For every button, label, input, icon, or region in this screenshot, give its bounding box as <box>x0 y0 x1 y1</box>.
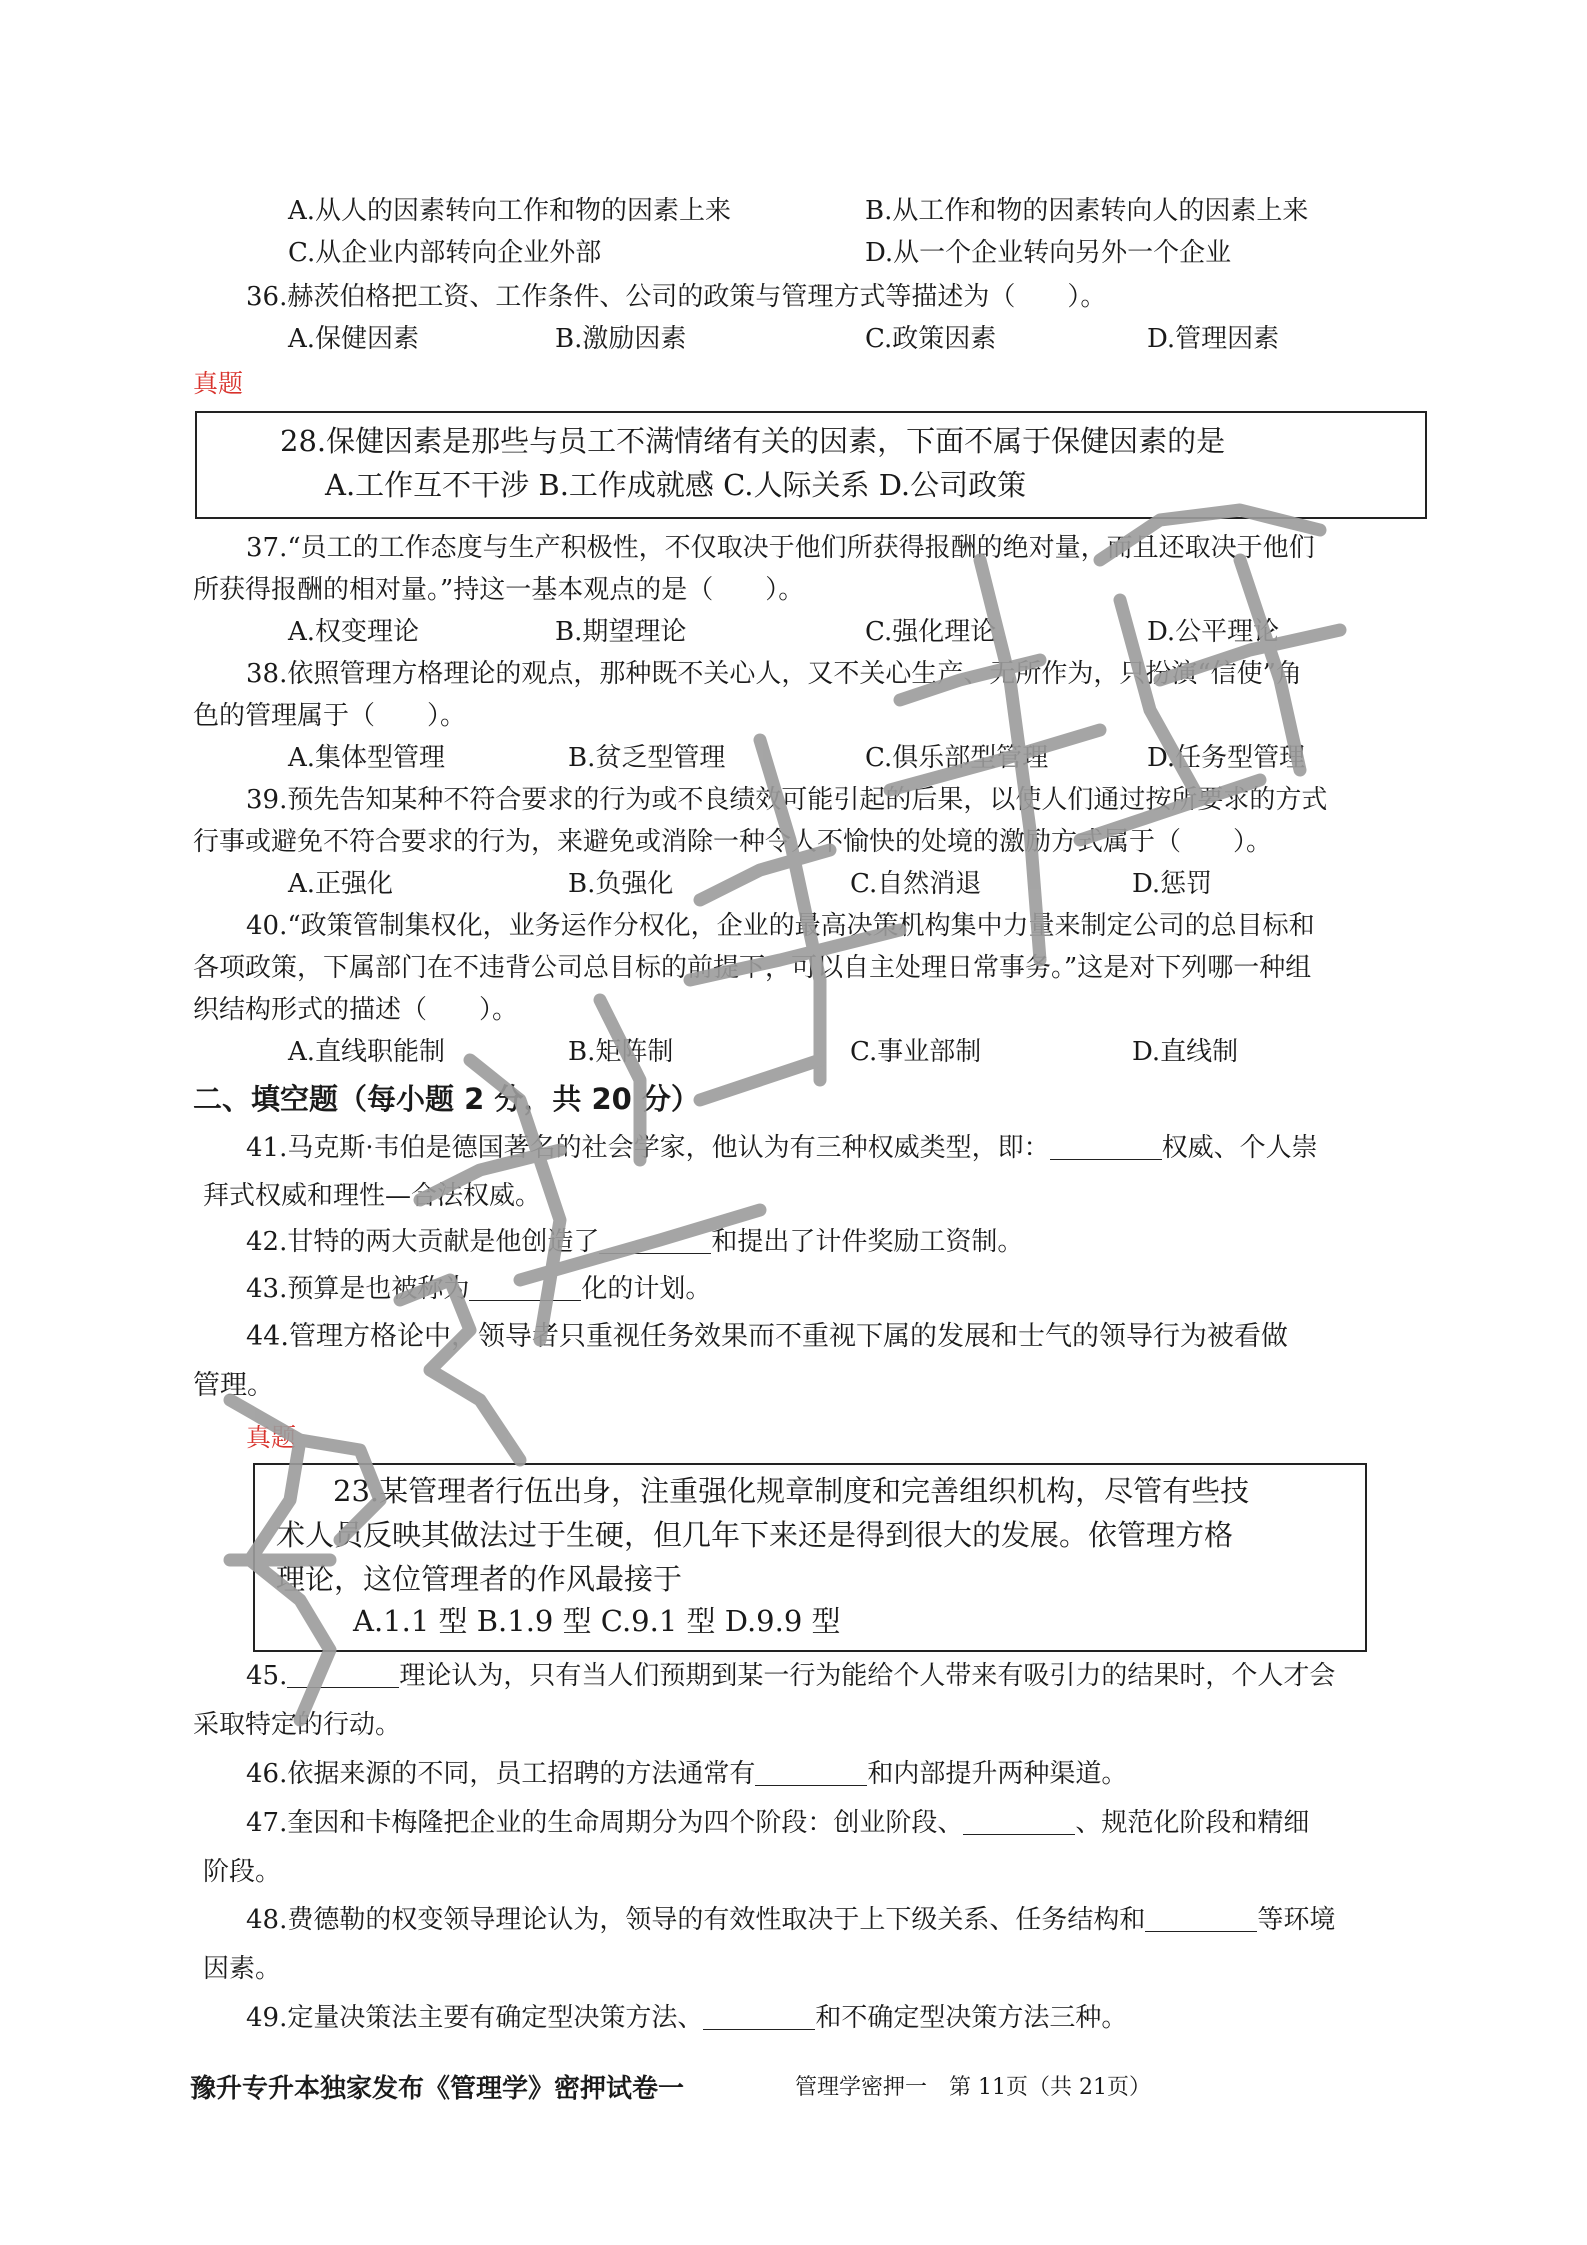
q39-stem-line-1: 39.预先告知某种不符合要求的行为或不良绩效可能引起的后果，以使人们通过按所要求的方式 <box>246 785 1328 815</box>
q37-option-d: D.公平理论 <box>1147 617 1280 647</box>
q37-option-a: A.权变理论 <box>288 617 420 647</box>
q39-option-d: D.惩罚 <box>1132 869 1213 899</box>
q49-line <box>246 2001 1127 2035</box>
q41-text-post: 权威、个人崇 <box>1161 1133 1318 1163</box>
zhenti-label: 真题 <box>246 1423 297 1452</box>
q42-text-pre: 42.甘特的两大贡献是他创造了 <box>246 1227 600 1257</box>
q37-option-c: C.强化理论 <box>865 617 997 647</box>
q36-option-d: D.管理因素 <box>1147 324 1280 354</box>
q38-option-c: C.俱乐部型管理 <box>865 743 1049 773</box>
footer-title: 豫升专升本独家发布《管理学》密押试卷一 <box>190 2074 685 2104</box>
q47-line-2: 阶段。 <box>203 1857 282 1887</box>
answer-blank[interactable] <box>287 1661 399 1688</box>
q35-option-b: B.从工作和物的因素转向人的因素上来 <box>865 196 1309 226</box>
box2-line-3: 理论，这位管理者的作风最接于 <box>276 1562 683 1596</box>
q35-option-a: A.从人的因素转向工作和物的因素上来 <box>288 196 732 226</box>
q48-line-2: 因素。 <box>203 1954 282 1984</box>
q48-text-pre: 48.费德勒的权变领导理论认为，领导的有效性取决于上下级关系、任务结构和 <box>246 1905 1146 1935</box>
answer-blank[interactable] <box>469 1274 581 1301</box>
q40-stem-line-3: 织结构形式的描述（ ）。 <box>193 995 519 1025</box>
q40-option-d: D.直线制 <box>1132 1037 1239 1067</box>
q38-stem-line-1: 38.依照管理方格理论的观点，那种既不关心人，又不关心生产、无所作为，只扮演“信使”角 <box>246 659 1302 689</box>
q45-number: 45. <box>246 1661 288 1691</box>
q49-text-post: 和不确定型决策方法三种。 <box>815 2003 1128 2033</box>
q38-option-a: A.集体型管理 <box>288 743 446 773</box>
q39-stem-line-2: 行事或避免不符合要求的行为，来避免或消除一种令人不愉快的处境的激励方式属于（ ）。 <box>193 827 1273 857</box>
q38-option-d: D.任务型管理 <box>1147 743 1306 773</box>
q43-text-post: 化的计划。 <box>581 1274 712 1304</box>
q45-text-post: 理论认为，只有当人们预期到某一行为能给个人带来有吸引力的结果时，个人才会 <box>399 1661 1336 1691</box>
q41-line-2: 拜式权威和理性—合法权威。 <box>203 1181 542 1211</box>
answer-blank[interactable] <box>1050 1133 1162 1160</box>
answer-blank[interactable] <box>703 2003 815 2030</box>
q40-option-c: C.事业部制 <box>850 1037 982 1067</box>
q36-stem: 36.赫茨伯格把工资、工作条件、公司的政策与管理方式等描述为（ ）。 <box>246 282 1107 312</box>
q39-option-c: C.自然消退 <box>850 869 982 899</box>
q41-text-pre: 41.马克斯·韦伯是德国著名的社会学家，他认为有三种权威类型，即： <box>246 1133 1050 1163</box>
q40-option-b: B.矩阵制 <box>568 1037 674 1067</box>
q37-option-b: B.期望理论 <box>555 617 687 647</box>
box2-line-4: A.1.1 型 B.1.9 型 C.9.1 型 D.9.9 型 <box>353 1604 841 1638</box>
q40-option-a: A.直线职能制 <box>288 1037 446 1067</box>
q40-stem-line-1: 40.“政策管制集权化，业务运作分权化，企业的最高决策机构集中力量来制定公司的总目标和 <box>246 911 1315 941</box>
q41-line-1 <box>246 1131 1318 1165</box>
q40-stem-line-2: 各项政策，下属部门在不违背公司总目标的前提下，可以自主处理日常事务。”这是对下列哪一种组 <box>193 953 1312 983</box>
q35-option-c: C.从企业内部转向企业外部 <box>288 238 602 268</box>
zhenti-label: 真题 <box>193 369 244 398</box>
q44-line-2: 管理。 <box>193 1370 274 1401</box>
answer-blank[interactable] <box>1145 1905 1257 1932</box>
q46-text-pre: 46.依据来源的不同，员工招聘的方法通常有 <box>246 1759 756 1789</box>
q43-text-pre: 43.预算是也被称为 <box>246 1274 470 1304</box>
q42-line <box>246 1225 1023 1259</box>
q47-text-post: 、规范化阶段和精细 <box>1075 1808 1310 1838</box>
q46-line <box>246 1757 1127 1791</box>
box2-line-2: 术人员反映其做法过于生硬，但几年下来还是得到很大的发展。依管理方格 <box>276 1518 1234 1552</box>
answer-blank[interactable] <box>963 1808 1075 1835</box>
q48-text-post: 等环境 <box>1257 1905 1336 1935</box>
q43-line <box>246 1272 711 1306</box>
q36-option-b: B.激励因素 <box>555 324 687 354</box>
q36-option-c: C.政策因素 <box>865 324 997 354</box>
q38-stem-line-2: 色的管理属于（ ）。 <box>193 701 467 731</box>
q48-line-1 <box>246 1903 1335 1937</box>
q39-option-a: A.正强化 <box>288 869 394 899</box>
q38-option-b: B.贫乏型管理 <box>568 743 726 773</box>
q36-option-a: A.保健因素 <box>288 324 420 354</box>
page-number: 管理学密押一 第 11页（共 21页） <box>795 2075 1151 2100</box>
q47-text-pre: 47.奎因和卡梅隆把企业的生命周期分为四个阶段：创业阶段、 <box>246 1808 964 1838</box>
box1-line-2: A.工作互不干涉 B.工作成就感 C.人际关系 D.公司政策 <box>325 468 1027 502</box>
q46-text-post: 和内部提升两种渠道。 <box>867 1759 1128 1789</box>
answer-blank[interactable] <box>755 1759 867 1786</box>
q42-text-post: 和提出了计件奖励工资制。 <box>711 1227 1024 1257</box>
q45-line-2: 采取特定的行动。 <box>193 1710 402 1740</box>
answer-blank[interactable] <box>599 1227 711 1254</box>
q39-option-b: B.负强化 <box>568 869 674 899</box>
box1-line-1: 28.保健因素是那些与员工不满情绪有关的因素，下面不属于保健因素的是 <box>280 424 1226 458</box>
q47-line-1 <box>246 1806 1309 1840</box>
section-title: 二、填空题（每小题 2 分，共 20 分） <box>193 1082 700 1116</box>
q44-line-1: 44.管理方格论中，领导者只重视任务效果而不重视下属的发展和士气的领导行为被看做 <box>246 1321 1288 1352</box>
box2-line-1: 23.某管理者行伍出身，注重强化规章制度和完善组织机构，尽管有些技 <box>333 1474 1250 1508</box>
q35-option-d: D.从一个企业转向另外一个企业 <box>865 238 1232 268</box>
q37-stem-line-2: 所获得报酬的相对量。”持这一基本观点的是（ ）。 <box>193 575 805 605</box>
q49-text-pre: 49.定量决策法主要有确定型决策方法、 <box>246 2003 704 2033</box>
q37-stem-line-1: 37.“员工的工作态度与生产积极性，不仅取决于他们所获得报酬的绝对量，而且还取决于他们 <box>246 533 1315 563</box>
q45-line-1 <box>246 1659 1335 1693</box>
